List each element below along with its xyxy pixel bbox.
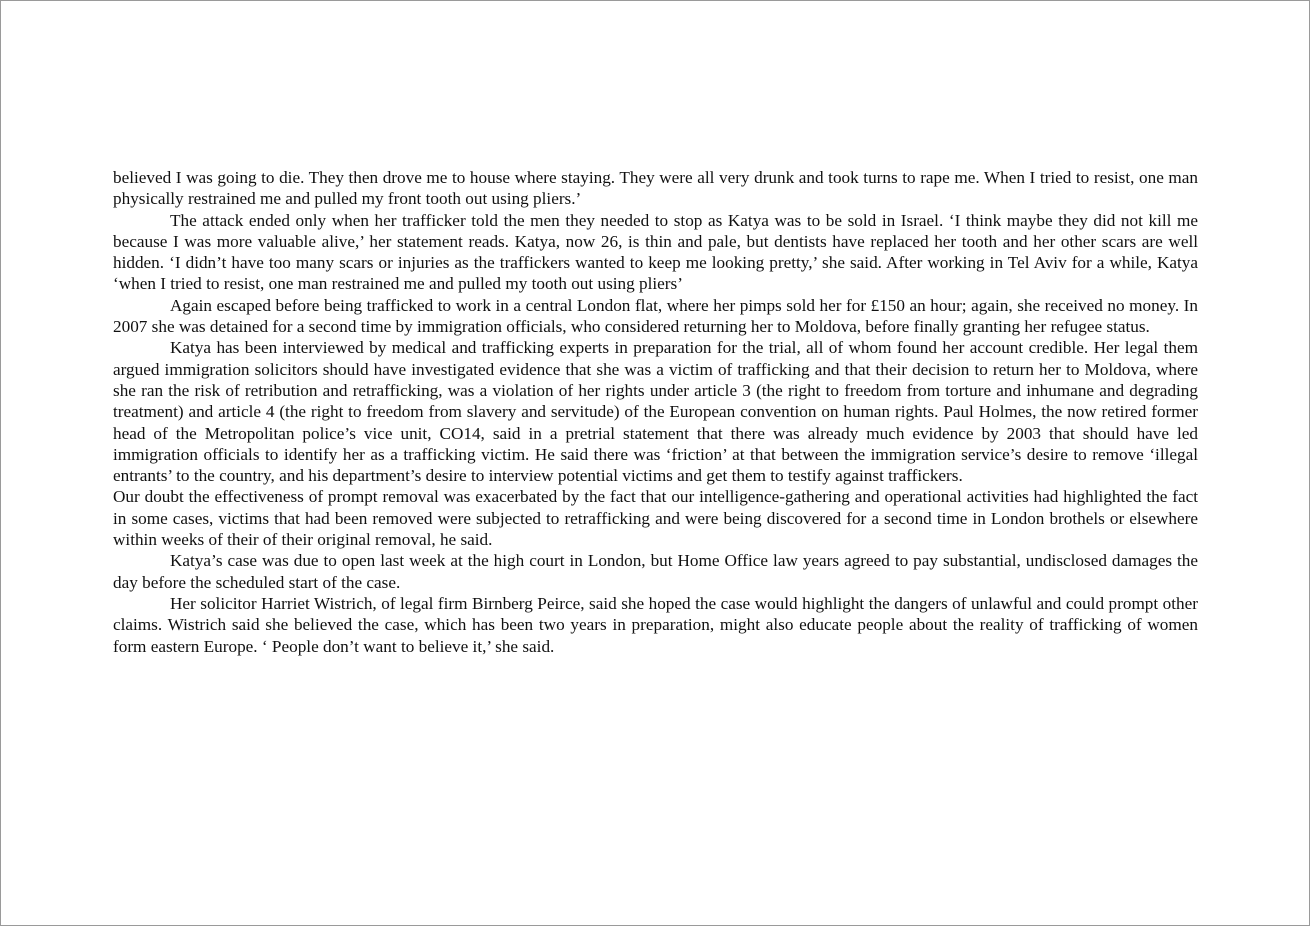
paragraph-1: believed I was going to die. They then drove me to house where staying. They were all very drunk and took turns to rape me. When I tried to resist, one man physically restrained me and pulled my front tooth out using pliers.’: [113, 168, 1198, 209]
paragraph-4: Katya has been interviewed by medical and trafficking experts in preparation for the trial, all of whom found her account credible. Her legal them argued immigration solicitors should have investigated evidence that she was a victim of trafficking and that their decision to return her to Moldova, where she ran the risk of retribution and retrafficking, was a violation of her rights under article 3 (the right to freedom from torture and inhumane and degrading treatment) and article 4 (the right to freedom from slavery and servitude) of the European convention on human rights. Paul Holmes, the now retired former head of the Metropolitan police’s vice unit, CO14, said in a pretrial statement that there was already much evidence by 2003 that should have led immigration officials to identify her as a trafficking victim. He said there was ‘friction’ at that between the immigration service’s desire to remove ‘illegal entrants’ to the country, and his department’s desire to interview potential victims and get them to testify against traffickers.: [113, 338, 1198, 486]
paragraph-5: Our doubt the effectiveness of prompt removal was exacerbated by the fact that our intelligence-gathering and operational activities had highlighted the fact in some cases, victims that had been removed were subjected to retrafficking and were being discovered for a second time in London brothels or elsewhere within weeks of their of their original removal, he said.: [113, 487, 1198, 550]
paragraph-6: Katya’s case was due to open last week at the high court in London, but Home Office law years agreed to pay substantial, undisclosed damages the day before the scheduled start of the case.: [113, 551, 1198, 592]
paragraph-7: Her solicitor Harriet Wistrich, of legal firm Birnberg Peirce, said she hoped the case would highlight the dangers of unlawful and could prompt other claims. Wistrich said she believed the case, which has been two years in preparation, might also educate people about the reality of trafficking of women form eastern Europe. ‘ People don’t want to believe it,’ she said.: [113, 593, 1198, 656]
body-text: [113, 167, 1198, 657]
paragraph-2: The attack ended only when her trafficker told the men they needed to stop as Katya was to be sold in Israel. ‘I think maybe they did not kill me because I was more valuable alive,’ her statement reads. Katya, now 26, is thin and pale, but dentists have replaced her tooth and her other scars are well hidden. ‘I didn’t have too many scars or injuries as the traffickers wanted to keep me looking pretty,’ she said. After working in Tel Aviv for a while, Katya ‘when I tried to resist, one man restrained me and pulled my tooth out using pliers’: [113, 210, 1198, 294]
paragraph-3: Again escaped before being trafficked to work in a central London flat, where her pimps sold her for £150 an hour; again, she received no money. In 2007 she was detained for a second time by immigration officials, who considered returning her to Moldova, before finally granting her refugee status.: [113, 295, 1198, 337]
